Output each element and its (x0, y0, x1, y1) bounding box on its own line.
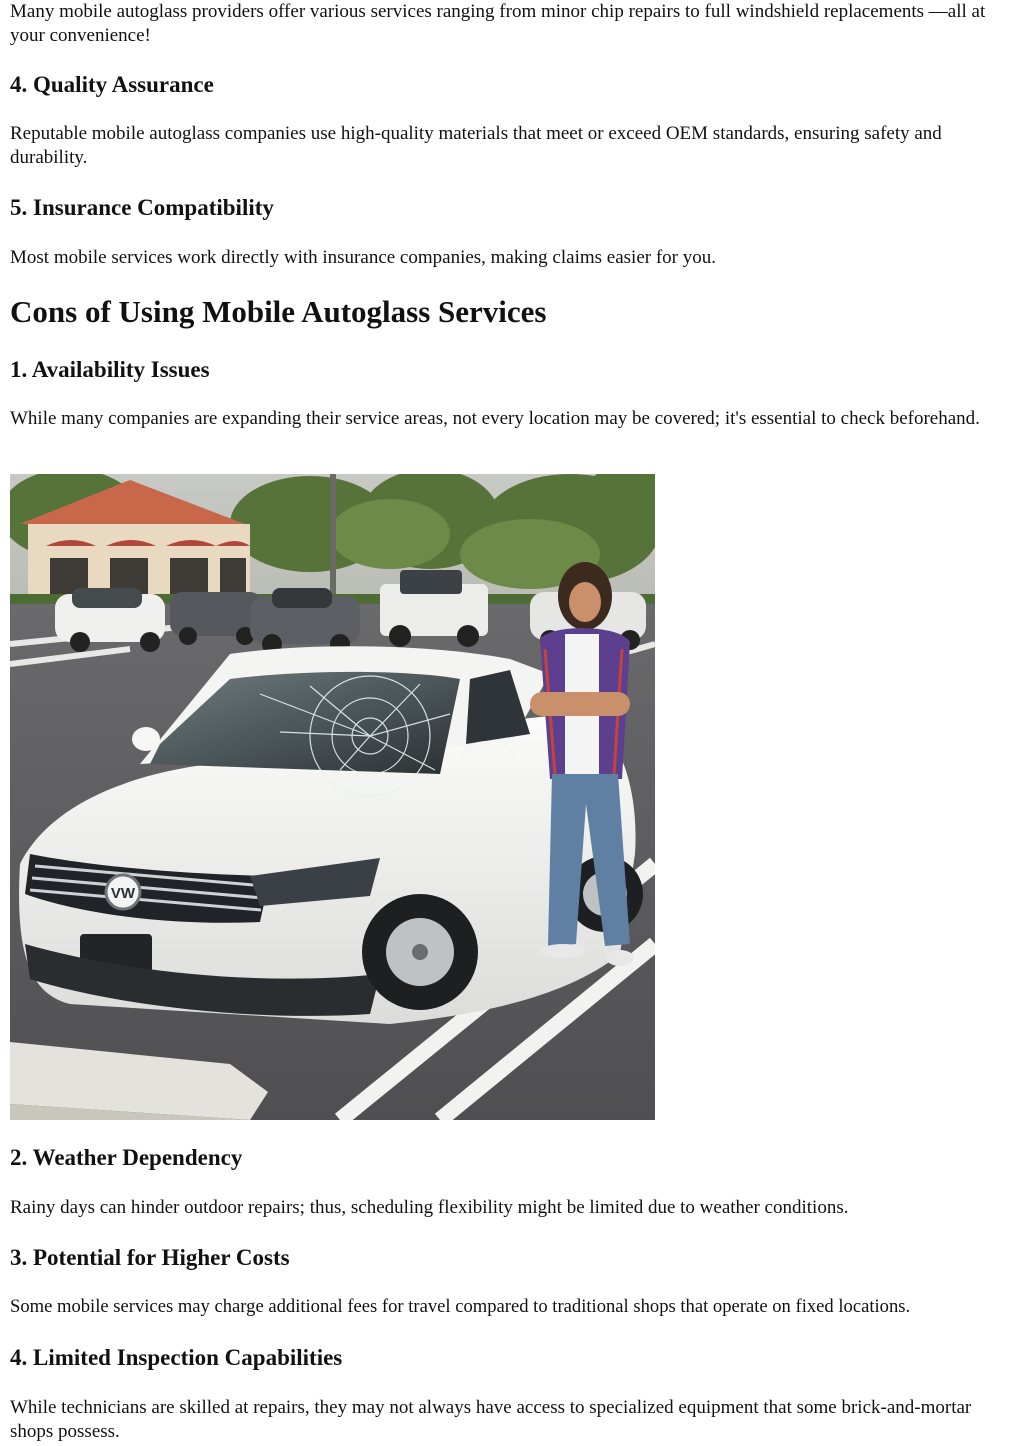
pros-heading-insurance: 5. Insurance Compatibility (10, 195, 274, 220)
cons-section-title: Cons of Using Mobile Autoglass Services (10, 294, 547, 329)
cons-heading-costs: 3. Potential for Higher Costs (10, 1245, 290, 1270)
cons-body-availability: While many companies are expanding their service areas, not every location may be covered; it's essential to check beforehand. (10, 408, 980, 429)
pros-heading-quality-assurance: 4. Quality Assurance (10, 72, 214, 97)
svg-text:VW: VW (110, 885, 136, 902)
cons-heading-inspection: 4. Limited Inspection Capabilities (10, 1345, 343, 1370)
cons-body-weather: Rainy days can hinder outdoor repairs; thus, scheduling flexibility might be limited due to weather conditions. (10, 1197, 849, 1218)
cons-body-inspection: While technicians are skilled at repairs, they may not always have access to specialized equipment that some brick-and-mortar shops possess. (10, 1397, 972, 1442)
pros-body-quality-assurance: Reputable mobile autoglass companies use high-quality materials that meet or exceed OEM standards, ensuring safety and durability. (10, 123, 942, 168)
car-cracked-windshield-photo (10, 474, 655, 1120)
intro-paragraph: Many mobile autoglass providers offer various services ranging from minor chip repairs to full windshield replacements —all at your convenience! (10, 1, 986, 46)
cons-heading-weather: 2. Weather Dependency (10, 1145, 243, 1170)
pros-body-insurance: Most mobile services work directly with insurance companies, making claims easier for you. (10, 247, 716, 268)
cons-body-costs: Some mobile services may charge additional fees for travel compared to traditional shops that operate on fixed locations. (10, 1296, 911, 1317)
cons-heading-availability: 1. Availability Issues (10, 357, 210, 382)
